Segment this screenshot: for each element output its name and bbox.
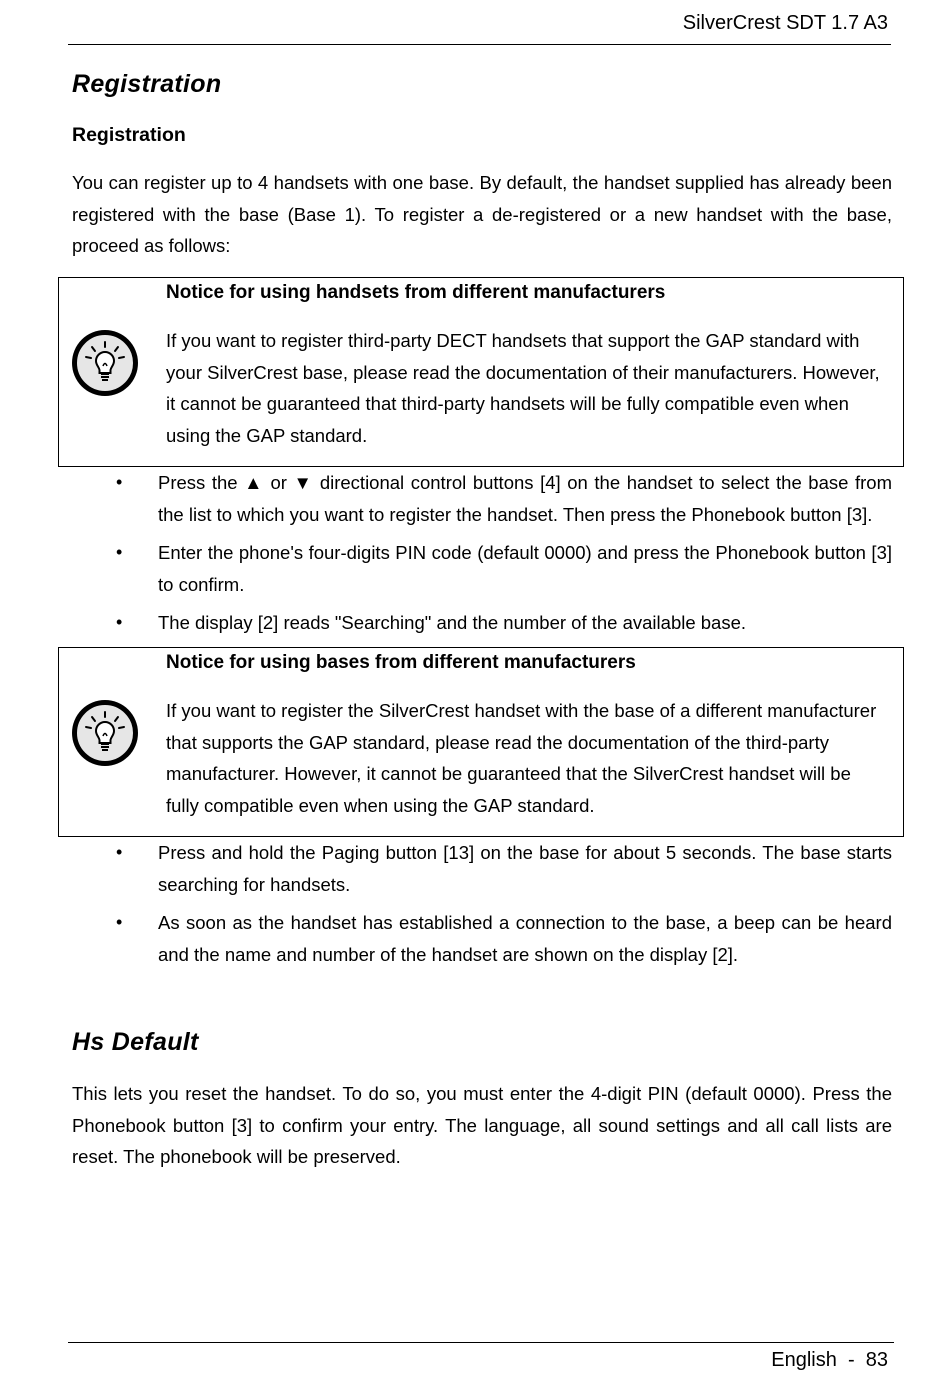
subsection-title-registration: Registration	[72, 124, 186, 146]
footer-page-number: English - 83	[771, 1349, 888, 1371]
notice-body-bases: If you want to register the SilverCrest handset with the base of a different manufacturer that supports the GAP standard, please read the documentation of the third-party manufacturer. However, it cannot be guaranteed that the SilverCrest handset will be fully compatible even when using the GAP standard.	[166, 700, 877, 816]
hs-default-body: This lets you reset the handset. To do so, you must enter the 4-digit PIN (default 0000). Press the Phonebook button [3] to confirm your entry. The language, all sound settings and all call lists are reset. The phonebook will be preserved.	[72, 1083, 892, 1167]
registration-intro: You can register up to 4 handsets with one base. By default, the handset supplied has already been registered with the base (Base 1). To register a de-registered or a new handset with the base, proceed as follows:	[72, 172, 892, 256]
list-item-text: As soon as the handset has established a connection to the base, a beep can be heard and the name and number of the handset are shown on the display [2].	[158, 912, 892, 965]
lightbulb-icon	[70, 328, 140, 398]
list-item	[116, 467, 892, 530]
section-title-hs-default: Hs Default	[72, 1028, 199, 1056]
bullet-icon: •	[116, 472, 123, 492]
notice-title-bases: Notice for using bases from different manufacturers	[166, 652, 636, 673]
notice-box-handsets	[58, 277, 904, 467]
list-item	[116, 907, 892, 970]
footer-divider	[68, 1342, 894, 1343]
header-product-name: SilverCrest SDT 1.7 A3	[682, 12, 888, 34]
section-title-registration: Registration	[72, 70, 222, 98]
notice-box-bases	[58, 647, 904, 837]
list-item-text: Press the ▲ or ▼ directional control buttons [4] on the handset to select the base from the list to which you want to register the handset. Then press the Phonebook button [3].	[158, 472, 892, 525]
lightbulb-icon	[70, 698, 140, 768]
list-item	[116, 607, 892, 639]
list-item-text: Press and hold the Paging button [13] on the base for about 5 seconds. The base starts searching for handsets.	[158, 842, 892, 895]
bullet-icon: •	[116, 542, 123, 562]
list-item	[116, 837, 892, 900]
bullet-icon: •	[116, 842, 123, 862]
notice-title-handsets: Notice for using handsets from different manufacturers	[166, 282, 666, 303]
notice-body-handsets: If you want to register third-party DECT handsets that support the GAP standard with your SilverCrest base, please read the documentation of their manufacturers. However, it cannot be guaranteed that third-party handsets will be fully compatible even when using the GAP standard.	[166, 330, 880, 446]
bullet-icon: •	[116, 912, 123, 932]
bullet-icon: •	[116, 612, 123, 632]
list-item	[116, 537, 892, 600]
header-divider	[68, 44, 891, 45]
list-item-text: Enter the phone's four-digits PIN code (default 0000) and press the Phonebook button [3] to confirm.	[158, 542, 892, 595]
list-item-text: The display [2] reads "Searching" and the number of the available base.	[158, 612, 747, 633]
